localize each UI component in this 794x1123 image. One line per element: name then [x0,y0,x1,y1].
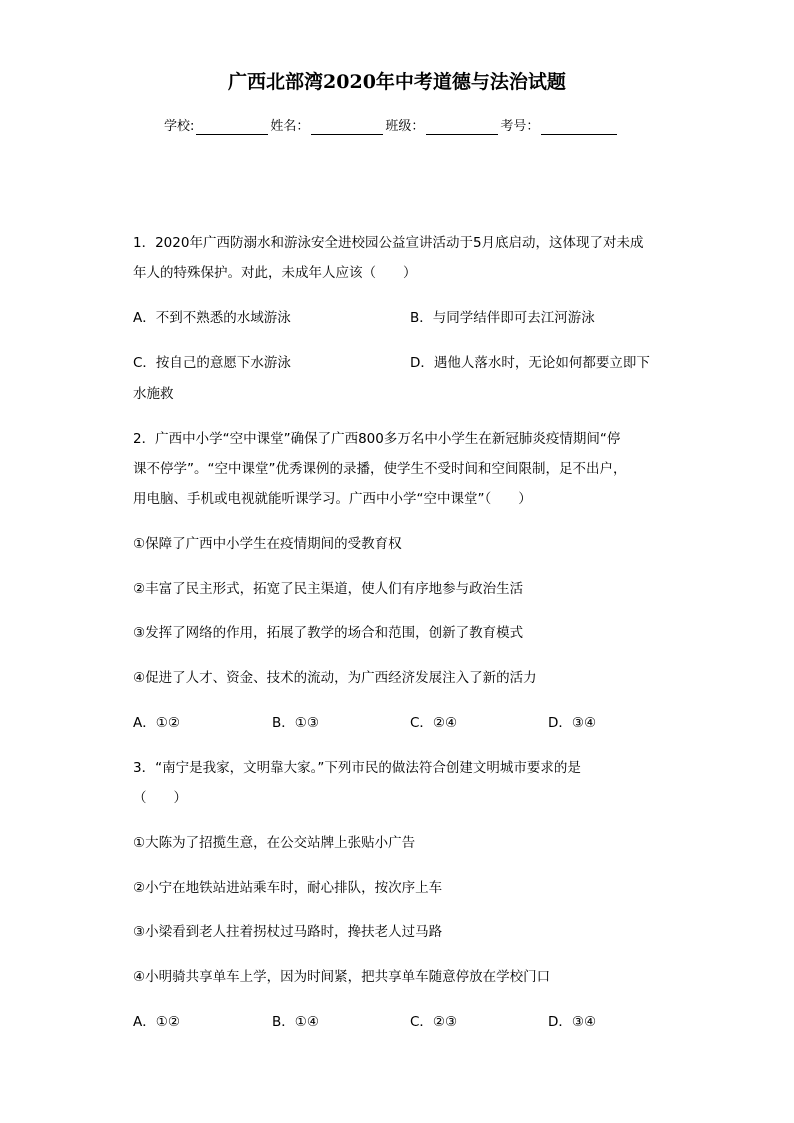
option-d-continued: 水施救 [133,386,174,402]
option-b[interactable]: B．与同学结伴即可去江河游泳 [410,310,595,326]
school-blank[interactable] [196,118,268,135]
question-stem-line: 课不停学”。“空中课堂”优秀课例的录播，使学生不受时间和空间限制，足不出户， [133,461,627,477]
question-stem-line: 1．2020年广西防溺水和游泳安全进校园公益宣讲活动于5月底启动，这体现了对未成 [133,235,644,251]
student-info-row [164,116,664,138]
statement-item: ③小梁看到老人拄着拐杖过马路时，搀扶老人过马路 [133,924,443,940]
option-c[interactable]: C．②④ [410,715,458,731]
option-a[interactable]: A．①② [133,715,180,731]
statement-item: ④促进了人才、资金、技术的流动，为广西经济发展注入了新的活力 [133,670,537,686]
name-label: 姓名： [270,119,310,134]
question-stem-line: 用电脑、手机或电视就能听课学习。广西中小学“空中课堂”（ ） [133,491,532,507]
option-d[interactable]: D．③④ [548,1014,597,1030]
question-stem-line: 年人的特殊保护。对此，未成年人应该（ ） [133,265,417,281]
option-d[interactable]: D．③④ [548,715,597,731]
statement-item: ③发挥了网络的作用，拓展了教学的场合和范围，创新了教育模式 [133,625,524,641]
question-stem-line: 3．“南宁是我家，文明靠大家。”下列市民的做法符合创建文明城市要求的是 [133,760,581,776]
option-c[interactable]: C．按自己的意愿下水游泳 [133,355,291,371]
statement-item: ①保障了广西中小学生在疫情期间的受教育权 [133,536,402,552]
option-d[interactable]: D．遇他人落水时，无论如何都要立即下 [410,355,650,371]
exam-no-blank[interactable] [541,118,617,135]
option-b[interactable]: B．①④ [272,1014,319,1030]
statement-item: ①大陈为了招揽生意，在公交站牌上张贴小广告 [133,835,416,851]
name-blank[interactable] [311,118,383,135]
school-label: 学校: [164,119,195,134]
option-a[interactable]: A．①② [133,1014,180,1030]
statement-item: ②小宁在地铁站进站乘车时，耐心排队，按次序上车 [133,880,443,896]
page-title: 广西北部湾2020年中考道德与法治试题 [228,71,566,93]
exam-no-label: 考号： [500,119,540,134]
option-b[interactable]: B．①③ [272,715,319,731]
class-blank[interactable] [426,118,498,135]
option-a[interactable]: A．不到不熟悉的水域游泳 [133,310,291,326]
option-c[interactable]: C．②③ [410,1014,458,1030]
statement-item: ④小明骑共享单车上学，因为时间紧，把共享单车随意停放在学校门口 [133,969,551,985]
question-stem-line: 2．广西中小学“空中课堂”确保了广西800多万名中小学生在新冠肺炎疫情期间“停 [133,431,621,447]
question-stem-line: （ ） [133,790,187,806]
statement-item: ②丰富了民主形式，拓宽了民主渠道，使人们有序地参与政治生活 [133,581,524,597]
class-label: 班级： [385,119,425,134]
